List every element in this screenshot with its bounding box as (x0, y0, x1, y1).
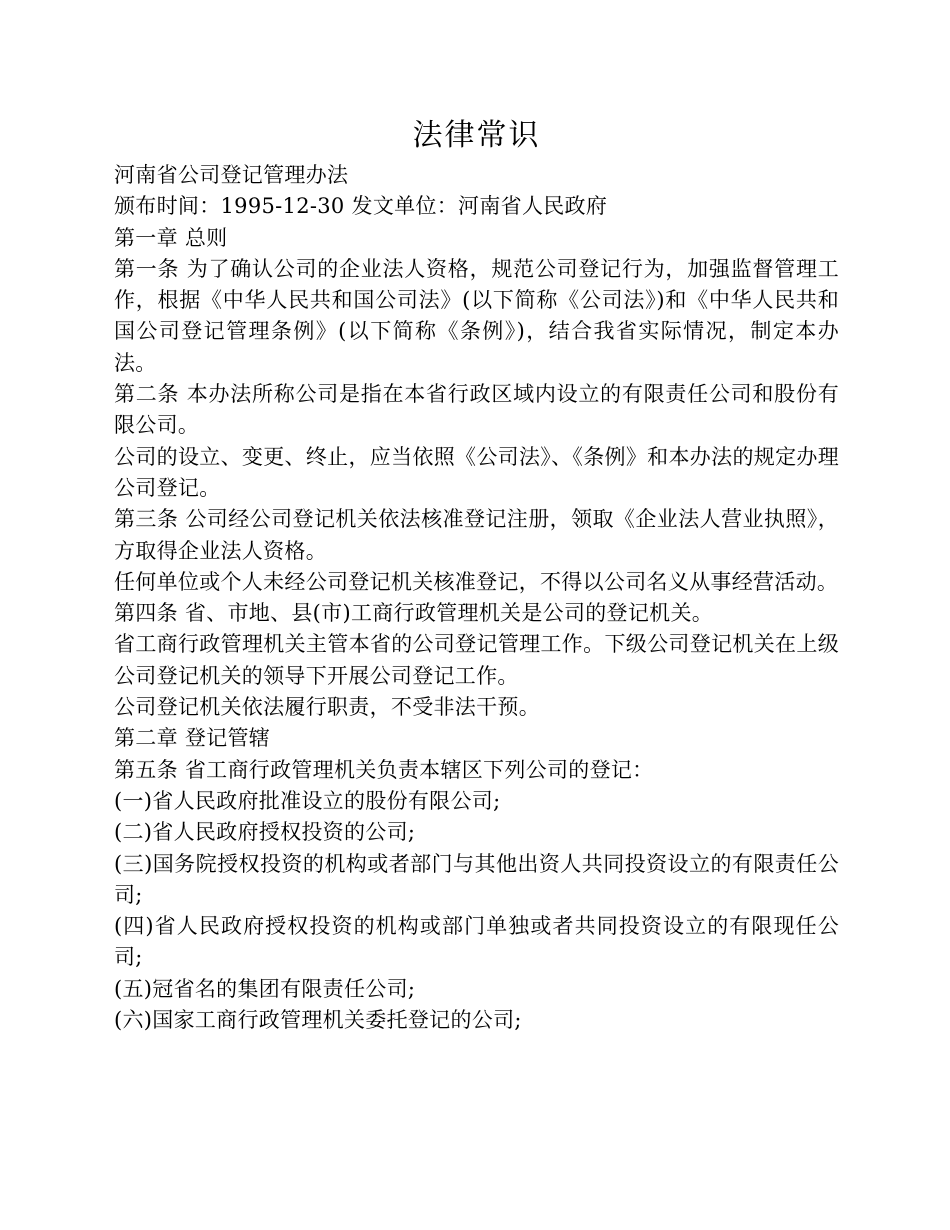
list-item: (二)省人民政府授权投资的公司; (114, 820, 416, 845)
article-paragraph: 第一条 为了确认公司的企业法人资格，规范公司登记行为，加强监督管理工作，根据《中华人民共和国公司法》(以下简称《公司法》)和《中华人民共和国公司登记管理条例》(以下简称《条例》)，结合我省实际情况，制定本办法。 (114, 256, 839, 375)
article-paragraph: 第三条 公司经公司登记机关依法核准登记注册，领取《企业法人营业执照》，方取得企业法人资格。 (114, 507, 839, 563)
article-paragraph: 公司登记机关依法履行职责，不受非法干预。 (114, 695, 540, 720)
list-item: (六)国家工商行政管理机关委托登记的公司; (114, 1008, 522, 1033)
article-paragraph: 第二条 本办法所称公司是指在本省行政区域内设立的有限责任公司和股份有限公司。 (114, 382, 839, 438)
list-item: (三)国务院授权投资的机构或者部门与其他出资人共同投资设立的有限责任公司; (114, 851, 839, 907)
article-paragraph: 第四条 省、市地、县(市)工商行政管理机关是公司的登记机关。 (114, 601, 714, 626)
article-paragraph: 任何单位或个人未经公司登记机关核准登记，不得以公司名义从事经营活动。 (114, 569, 839, 594)
article-paragraph: 公司的设立、变更、终止，应当依照《公司法》、《条例》和本办法的规定办理公司登记。 (114, 444, 839, 500)
chapter-heading: 第一章 总则 (114, 225, 228, 250)
article-paragraph: 省工商行政管理机关主管本省的公司登记管理工作。下级公司登记机关在上级公司登记机关的领导下开展公司登记工作。 (114, 632, 839, 688)
list-item: (一)省人民政府批准设立的股份有限公司; (114, 788, 501, 813)
regulation-name: 河南省公司登记管理办法 (114, 163, 349, 187)
page-title: 法律常识 (412, 118, 541, 153)
chapter-heading: 第二章 登记管辖 (114, 726, 271, 751)
document-page (114, 114, 839, 1036)
list-item: (四)省人民政府授权投资的机构或部门单独或者共同投资设立的有限现任公司; (114, 914, 839, 970)
issue-info: 颁布时间：1995-12-30 发文单位：河南省人民政府 (114, 194, 608, 219)
list-item: (五)冠省名的集团有限责任公司; (114, 976, 416, 1001)
article-paragraph: 第五条 省工商行政管理机关负责本辖区下列公司的登记： (114, 757, 654, 782)
